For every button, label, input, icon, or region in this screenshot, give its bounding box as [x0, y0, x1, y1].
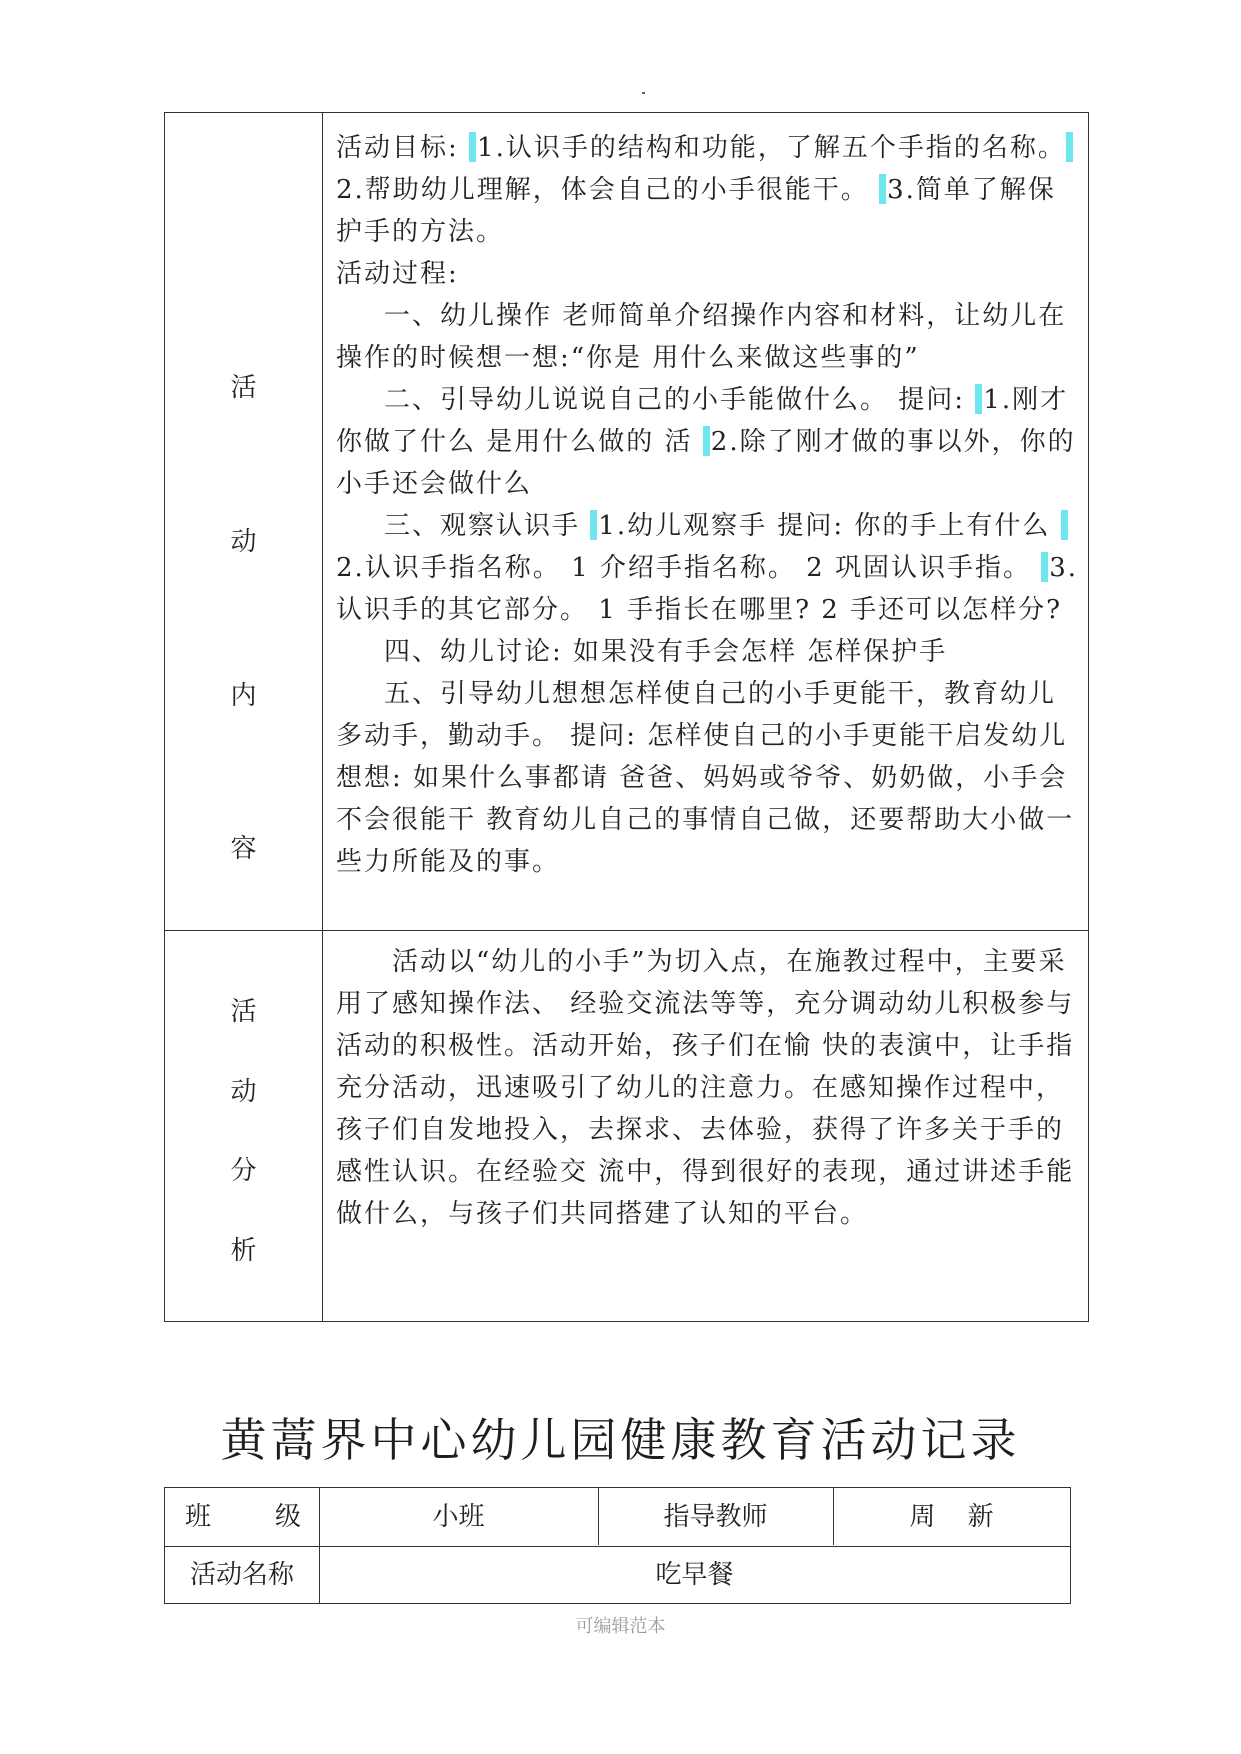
analysis-label-char-2: 动	[230, 1077, 257, 1107]
page-marker-dot	[642, 92, 645, 94]
highlight-mark	[1061, 510, 1068, 540]
content-label-char-4: 容	[230, 834, 257, 864]
page-footer: 可编辑范本	[575, 1616, 666, 1637]
document-title: 黄蒿界中心幼儿园健康教育活动记录	[220, 1413, 1021, 1467]
highlight-mark	[590, 510, 597, 540]
content-label-char-2: 动	[230, 527, 257, 557]
table-divider-vertical	[322, 113, 323, 1321]
process-step-4: 四、幼儿讨论: 如果没有手会怎样 怎样保护手	[384, 637, 948, 667]
highlight-mark	[879, 174, 886, 204]
highlight-mark	[1041, 552, 1048, 582]
analysis-label-char-1: 活	[230, 997, 257, 1027]
process-label: 活动过程:	[336, 259, 459, 289]
record-table	[164, 1487, 1071, 1604]
teacher-value: 周 新	[909, 1502, 994, 1532]
class-value: 小班	[432, 1502, 485, 1532]
highlight-mark	[975, 384, 982, 414]
class-label-part-2: 级	[274, 1502, 301, 1532]
activity-table	[164, 112, 1089, 1322]
activity-name-value: 吃早餐	[655, 1560, 734, 1590]
highlight-mark	[1066, 132, 1073, 162]
record-table-row-divider	[165, 1546, 1070, 1547]
analysis-label-char-4: 析	[230, 1236, 257, 1266]
process-step-2: 二、引导幼儿说说自己的小手能做什么。 提问: 1.刚才你做了什么 是用什么做的 活 2.除了刚才做的事以外，你的小手还会做什么	[336, 385, 1076, 499]
analysis-label-char-3: 分	[230, 1156, 257, 1186]
process-step-3: 三、观察认识手 1.幼儿观察手 提问: 你的手上有什么 2.认识手指名称。 1 介绍手指名称。 2 巩固认识手指。 3.认识手的其它部分。 1 手指长在哪里? 2 手还可以怎样分?	[336, 511, 1079, 625]
teacher-label: 指导教师	[663, 1502, 768, 1532]
process-step-5: 五、引导幼儿想想怎样使自己的小手更能干，教育幼儿多动手，勤动手。 提问: 怎样使自己的小手更能干启发幼儿想想: 如果什么事都请 爸爸、妈妈或爷爷、奶奶做，小手会不会很能干 教育幼儿自己的事情自己做，还要帮助大小做一些力所能及的事。	[336, 679, 1075, 877]
table-divider-horizontal	[165, 930, 1088, 931]
activity-analysis-text: 活动以“幼儿的小手”为切入点，在施教过程中，主要采用了感知操作法、 经验交流法等等，充分调动幼儿积极参与活动的积极性。活动开始，孩子们在愉 快的表演中，让手指充分活动，迅速吸引了幼儿的注意力。在感知操作过程中，孩子们自发地投入，去探求、去体验，获得了许多关于手的感性认识。在经验交 流中，得到很好的表现，通过讲述手能做什么，与孩子们共同搭建了认知的平台。	[336, 947, 1075, 1229]
class-label-part-1: 班	[185, 1502, 212, 1532]
content-label-char-3: 内	[230, 681, 257, 711]
content-label-char-1: 活	[230, 373, 257, 403]
activity-name-label: 活动名称	[189, 1560, 294, 1590]
process-step-1: 一、幼儿操作 老师简单介绍操作内容和材料，让幼儿在操作的时候想一想:“你是 用什么来做这些事的”	[336, 301, 1067, 373]
highlight-mark	[703, 426, 710, 456]
highlight-mark	[469, 132, 476, 162]
activity-goals: 活动目标: 1.认识手的结构和功能，了解五个手指的名称。2.帮助幼儿理解，体会自己的小手很能干。 3.简单了解保护手的方法。	[336, 127, 1081, 253]
activity-content-text	[336, 127, 1081, 883]
